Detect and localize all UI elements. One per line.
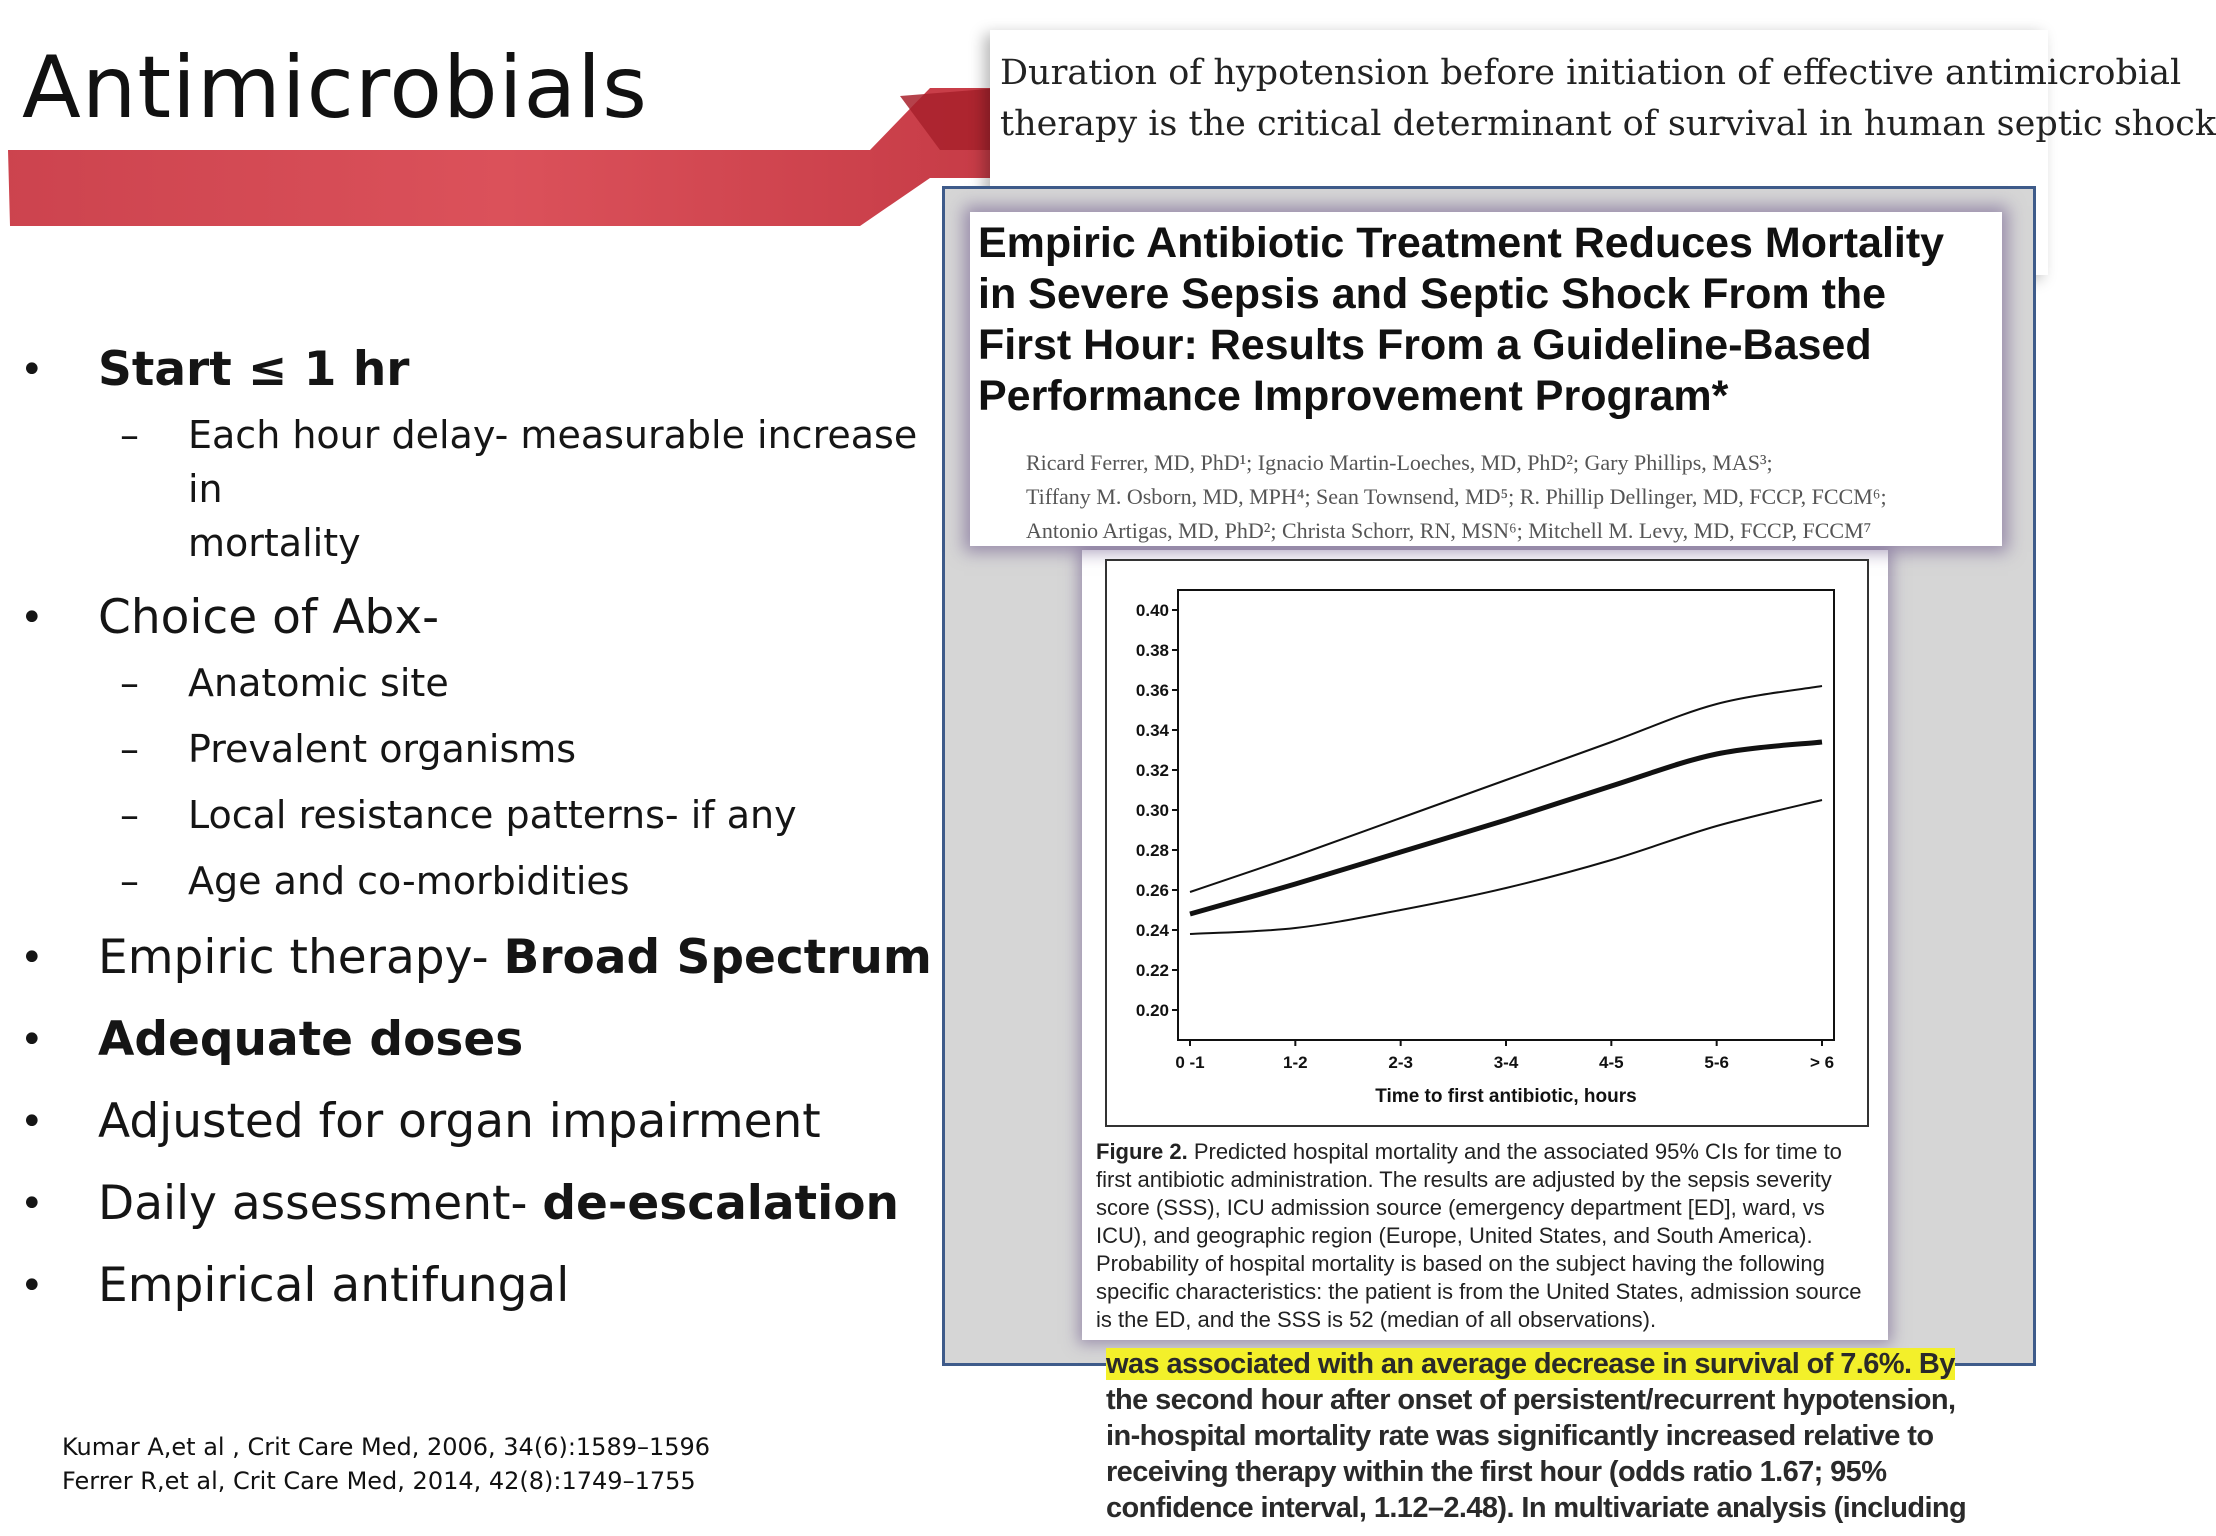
body-line: the second hour after onset of persistent/recurrent hypotension, — [1106, 1384, 1956, 1416]
bullet-glyph: • — [20, 1099, 44, 1145]
sub-bullet-age-comorbidities — [20, 854, 960, 908]
bullet-text: Daily assessment- — [98, 1176, 543, 1231]
mortality-chart — [1104, 558, 1874, 1128]
title-line: Performance Improvement Program* — [978, 372, 1729, 420]
y-tick-label: 0.28 — [1135, 841, 1169, 860]
bullet-choice-of-abx — [20, 588, 960, 648]
body-line: receiving therapy within the first hour (odds ratio 1.67; 95% — [1106, 1456, 1887, 1488]
y-tick-label: 0.40 — [1135, 601, 1169, 620]
body-line-highlighted — [1106, 1346, 1955, 1382]
y-tick-label: 0.36 — [1135, 681, 1169, 700]
y-tick-label: 0.20 — [1135, 1001, 1169, 1020]
bullet-glyph: • — [20, 1017, 44, 1063]
references — [62, 1430, 710, 1498]
author-line: Ricard Ferrer, MD, PhD¹; Ignacio Martin-Loeches, MD, PhD²; Gary Phillips, MAS³; — [1026, 450, 1773, 475]
title-line: Empiric Antibiotic Treatment Reduces Mortality — [978, 219, 1945, 267]
sub-bullet-resistance-patterns — [20, 788, 960, 842]
bullet-bold-text: de-escalation — [542, 1176, 899, 1231]
ferrer-authors — [1026, 446, 2002, 548]
bullet-adequate-doses — [20, 1010, 960, 1070]
kumar-body-text — [1106, 1348, 1967, 1536]
bullet-text: Empirical antifungal — [98, 1258, 570, 1313]
bullet-glyph: • — [20, 935, 44, 981]
bullet-empirical-antifungal — [20, 1256, 960, 1316]
y-tick-label: 0.32 — [1135, 761, 1169, 780]
y-tick-label: 0.38 — [1135, 641, 1169, 660]
bullet-daily-assessment — [20, 1174, 960, 1234]
y-tick-label: 0.24 — [1135, 921, 1169, 940]
highlighted-text: was associated with an average decrease in survival of 7.6%. By — [1106, 1348, 1955, 1380]
bullet-text: Empiric therapy- — [98, 930, 504, 985]
dash-glyph: – — [120, 859, 139, 903]
sub-bullet-prevalent-organisms — [20, 722, 960, 776]
bullet-start-1hr — [20, 340, 960, 400]
sub-bullet-text: Local resistance patterns- if any — [188, 793, 797, 837]
bullet-organ-impairment — [20, 1092, 960, 1152]
reference-ferrer: Ferrer R,et al, Crit Care Med, 2014, 42(8):1749–1755 — [62, 1467, 696, 1495]
x-tick-label: 1-2 — [1283, 1053, 1308, 1072]
sub-bullet-text: Prevalent organisms — [188, 727, 577, 771]
dash-glyph: – — [120, 661, 139, 705]
x-axis-label: Time to first antibiotic, hours — [1375, 1086, 1637, 1107]
y-tick-label: 0.34 — [1135, 721, 1169, 740]
x-tick-label: 4-5 — [1599, 1053, 1624, 1072]
x-tick-label: 0 -1 — [1175, 1053, 1205, 1072]
slide-title: Antimicrobials — [22, 38, 648, 138]
bullet-glyph: • — [20, 595, 44, 641]
sub-bullet-text: Each hour delay- measurable increase in — [188, 413, 918, 511]
sub-bullet-hour-delay — [20, 408, 960, 570]
ferrer-header-card — [970, 212, 2002, 546]
dash-glyph: – — [120, 793, 139, 837]
figure-caption-text: Predicted hospital mortality and the associated 95% CIs for time to first antibiotic administration. The results are adjusted by the sepsis severity score (SSS), ICU admission source (emergency department [ED], ward, vs ICU), and geographic region (Europe, United States, and South America). Probability of hospital mortality is based on the subject having the following specific characteristics: the patient is from the United States, admission source is the ED, and the SSS is 52 (median of all observations). — [1096, 1139, 1862, 1332]
ferrer-paper-title — [978, 218, 2002, 422]
chart-outer-frame — [1106, 560, 1868, 1126]
bullet-glyph: • — [20, 1181, 44, 1227]
sub-bullet-text: Age and co-morbidities — [188, 859, 630, 903]
y-tick-label: 0.22 — [1135, 961, 1169, 980]
bullet-list — [20, 340, 960, 1338]
kumar-title-line-2: therapy is the critical determinant of survival in human septic shock — [1000, 104, 2216, 144]
x-tick-label: > 6 — [1809, 1053, 1835, 1072]
title-line: in Severe Sepsis and Septic Shock From the — [978, 270, 1887, 318]
bullet-glyph: • — [20, 1263, 44, 1309]
figure-label: Figure 2. — [1096, 1139, 1188, 1164]
bullet-bold-text: Adequate doses — [98, 1012, 524, 1067]
body-line: confidence interval, 1.12–2.48). In multivariate analysis (including — [1106, 1492, 1967, 1524]
sub-bullet-text: Anatomic site — [188, 661, 449, 705]
sub-bullet-anatomic-site — [20, 656, 960, 710]
figure-caption — [1096, 1138, 1876, 1334]
title-line: First Hour: Results From a Guideline-Based — [978, 321, 1872, 369]
kumar-title-line-1: Duration of hypotension before initiation of effective antimicrobial — [1000, 53, 2182, 93]
author-line: Tiffany M. Osborn, MD, MPH⁴; Sean Townsend, MD⁵; R. Phillip Dellinger, MD, FCCP, FCCM⁶; — [1026, 484, 1887, 509]
sub-bullet-text: mortality — [188, 521, 361, 565]
x-tick-label: 5-6 — [1704, 1053, 1729, 1072]
reference-kumar: Kumar A,et al , Crit Care Med, 2006, 34(6):1589–1596 — [62, 1433, 711, 1461]
x-tick-label: 3-4 — [1493, 1053, 1519, 1072]
bullet-text: Start ≤ 1 hr — [98, 342, 410, 397]
x-tick-label: 2-3 — [1388, 1053, 1413, 1072]
bullet-bold-text: Broad Spectrum — [503, 930, 932, 985]
bullet-text: Adjusted for organ impairment — [98, 1094, 821, 1149]
dash-glyph: – — [120, 413, 139, 457]
dash-glyph: – — [120, 727, 139, 771]
bullet-empiric-therapy — [20, 928, 960, 988]
body-line: in-hospital mortality rate was significantly increased relative to — [1106, 1420, 1934, 1452]
y-tick-label: 0.30 — [1135, 801, 1169, 820]
bullet-text: Choice of Abx- — [98, 590, 440, 645]
bullet-glyph: • — [20, 347, 44, 393]
y-tick-label: 0.26 — [1135, 881, 1169, 900]
author-line: Antonio Artigas, MD, PhD²; Christa Schorr, RN, MSN⁶; Mitchell M. Levy, MD, FCCP, FCCM⁷ — [1026, 518, 1872, 543]
